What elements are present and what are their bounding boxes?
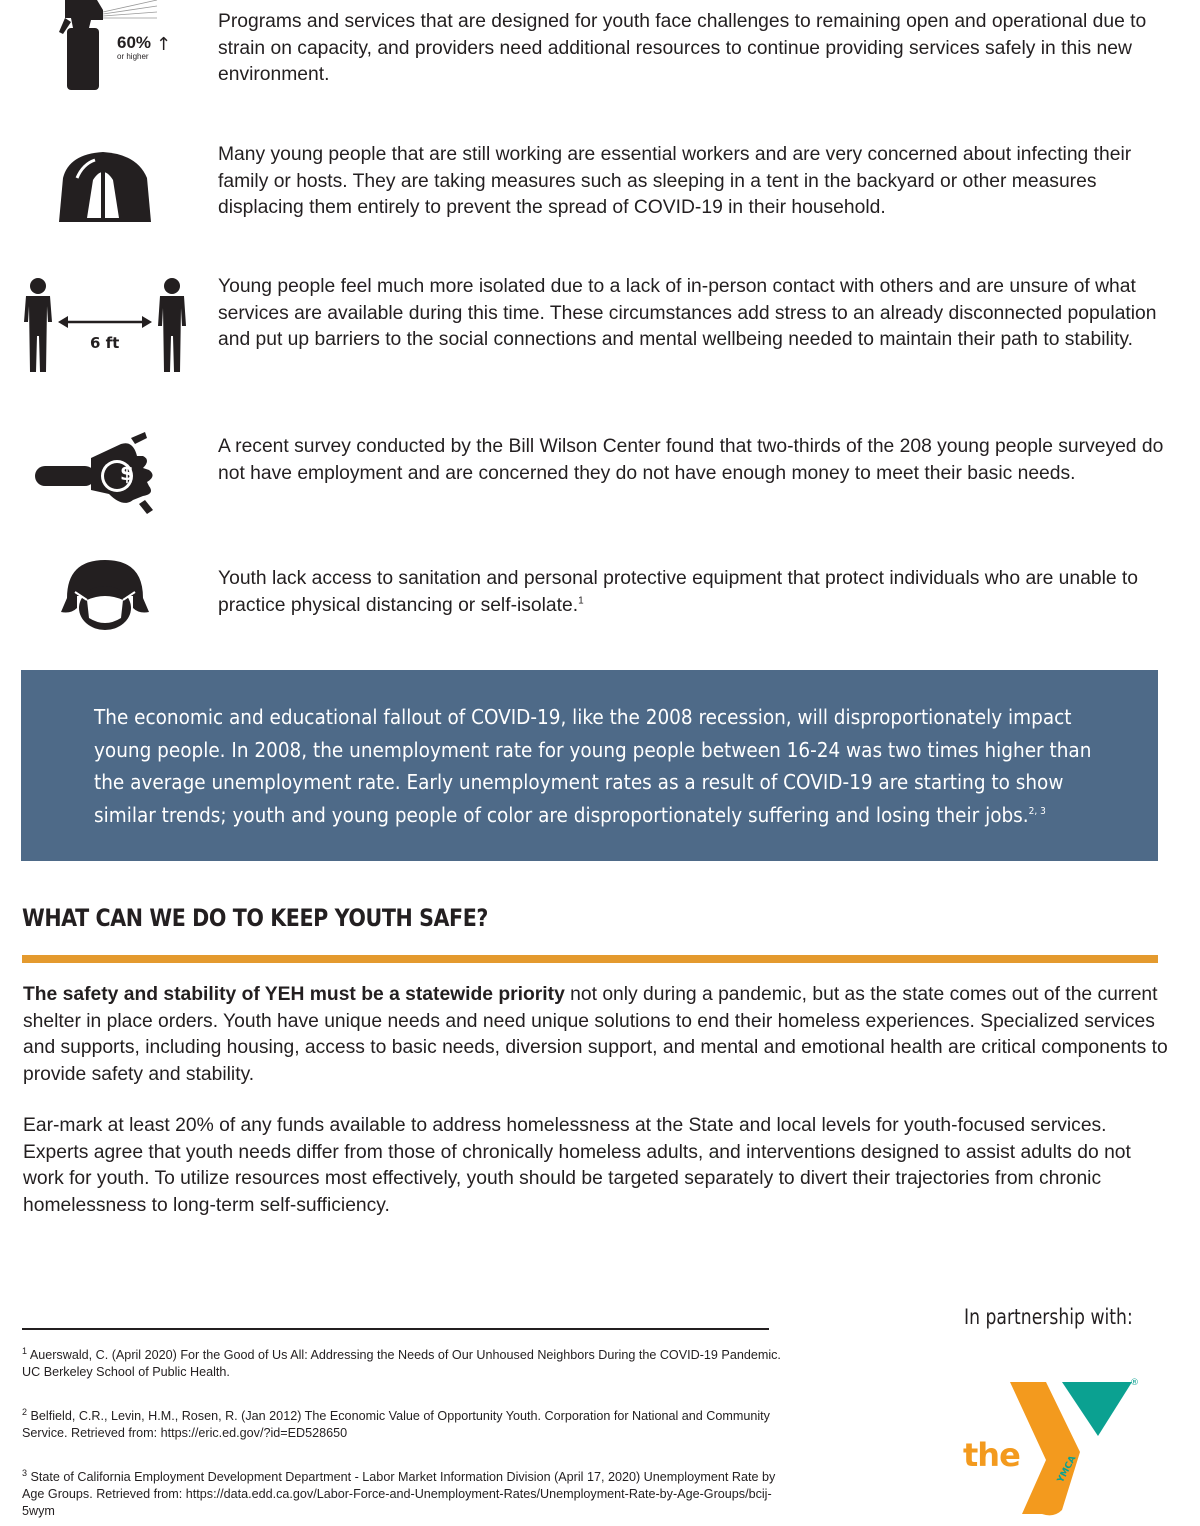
footnote-number: 2 <box>22 1406 28 1417</box>
earmark-paragraph: Ear-mark at least 20% of any funds available to address homelessness at the State and local levels for youth-focused services. Experts agree that youth needs differ from those of chronically homeless adults, and interventions designed to assist adults do not work for youth. To utilize resources most effectively, youth should be targeted separately to divert their trajectories from chronic homelessness to long-term self-sufficiency. <box>23 1115 1131 1216</box>
banner-text <box>94 701 1098 831</box>
item-text-body: Youth lack access to sanitation and personal protective equipment that protect individuals who are unable to practice physical distancing or self-isolate. <box>218 568 1139 616</box>
item-text: Many young people that are still working are essential workers and are very concerned about infecting their family or hosts. They are taking measures such as sleeping in a tent in the backyard or other measures displacing them entirely to prevent the spread of COVID-19 in their household. <box>218 144 1132 218</box>
footnote-number: 1 <box>22 1345 28 1356</box>
social-distance-icon <box>20 276 190 376</box>
face-mask-icon <box>20 556 190 632</box>
hand-money-icon <box>20 430 190 520</box>
footnote <box>22 1469 782 1520</box>
item-text: Young people feel much more isolated due to a lack of in-person contact with others and are unsure of what services are available during this time. These circumstances add stress to an already disconnected population and put up barriers to the social connections and mental wellbeing needed to maintain their path to stability. <box>218 276 1157 350</box>
spray-bottle-icon <box>20 0 190 95</box>
footnote-text: State of California Employment Development Department - Labor Market Information Division (April 17, 2020) Unemployment Rate by Age Groups. Retrieved from: https://data.edd.ca.gov/Labor-Force-and-Unemployment-Rates/Unemployment-Rate-by-Age-Groups/bcij-5wym <box>22 1470 776 1518</box>
partner-label: In partnership with: <box>964 1305 1133 1329</box>
footnote-divider <box>22 1328 769 1330</box>
section-divider <box>22 955 1158 963</box>
icon-sublabel: or higher <box>117 52 149 61</box>
priority-rest: not only during a pandemic, but as the state comes out of the current shelter in place orders. Youth have unique needs and need unique solutions to end their homeless experiences. Specialized services and supports, including housing, access to basic needs, diversion support, and mental and emotional health are critical components to provide safety and stability. <box>23 984 1168 1085</box>
item-text <box>218 566 1168 619</box>
footnote-ref: 2, 3 <box>1028 805 1046 817</box>
banner-body: The economic and educational fallout of COVID-19, like the 2008 recession, will disproportionately impact young people. In 2008, the unemployment rate for young people between 16-24 was two times higher than the average unemployment rate. Early unemployment rates as a result of COVID-19 are starting to show similar trends; youth and young people of color are disproportionately suffering and losing their jobs. <box>94 705 1092 827</box>
item-text: Programs and services that are designed for youth face challenges to remaining open and operational due to strain on capacity, and providers need additional resources to continue providing services safely in this new environment. <box>218 11 1147 85</box>
icon-label: 60% <box>117 33 152 52</box>
registered-mark: ® <box>1130 1378 1139 1388</box>
priority-paragraph <box>23 982 1173 1088</box>
logo-small-text: YMCA <box>1056 1454 1079 1485</box>
footnote-number: 3 <box>22 1467 28 1478</box>
footnote <box>22 1408 782 1442</box>
footnote-ref: 1 <box>578 595 584 607</box>
callout-banner <box>21 670 1158 861</box>
arrow-up-icon: ↑ <box>156 34 172 55</box>
distance-label: 6 ft <box>90 334 120 352</box>
dollar-sign: $ <box>120 461 134 485</box>
tent-icon <box>20 146 190 224</box>
footnote-text: Auerswald, C. (April 2020) For the Good of Us All: Addressing the Needs of Our Unhoused Neighbors During the COVID-19 Pandemic. UC Berkeley School of Public Health. <box>22 1348 781 1379</box>
logo-word: the <box>963 1436 1020 1474</box>
ymca-logo <box>962 1378 1142 1518</box>
footnote-text: Belfield, C.R., Levin, H.M., Rosen, R. (Jan 2012) The Economic Value of Opportunity Youth. Corporation for National and Community Service. Retrieved from: https://eric.ed.gov/?id=ED528650 <box>22 1409 770 1440</box>
section-heading: WHAT CAN WE DO TO KEEP YOUTH SAFE? <box>22 904 488 932</box>
item-text: A recent survey conducted by the Bill Wilson Center found that two-thirds of the 208 young people surveyed do not have employment and are concerned they do not have enough money to meet their basic needs. <box>218 436 1164 484</box>
footnote <box>22 1347 782 1381</box>
priority-bold: The safety and stability of YEH must be a statewide priority <box>23 984 565 1005</box>
